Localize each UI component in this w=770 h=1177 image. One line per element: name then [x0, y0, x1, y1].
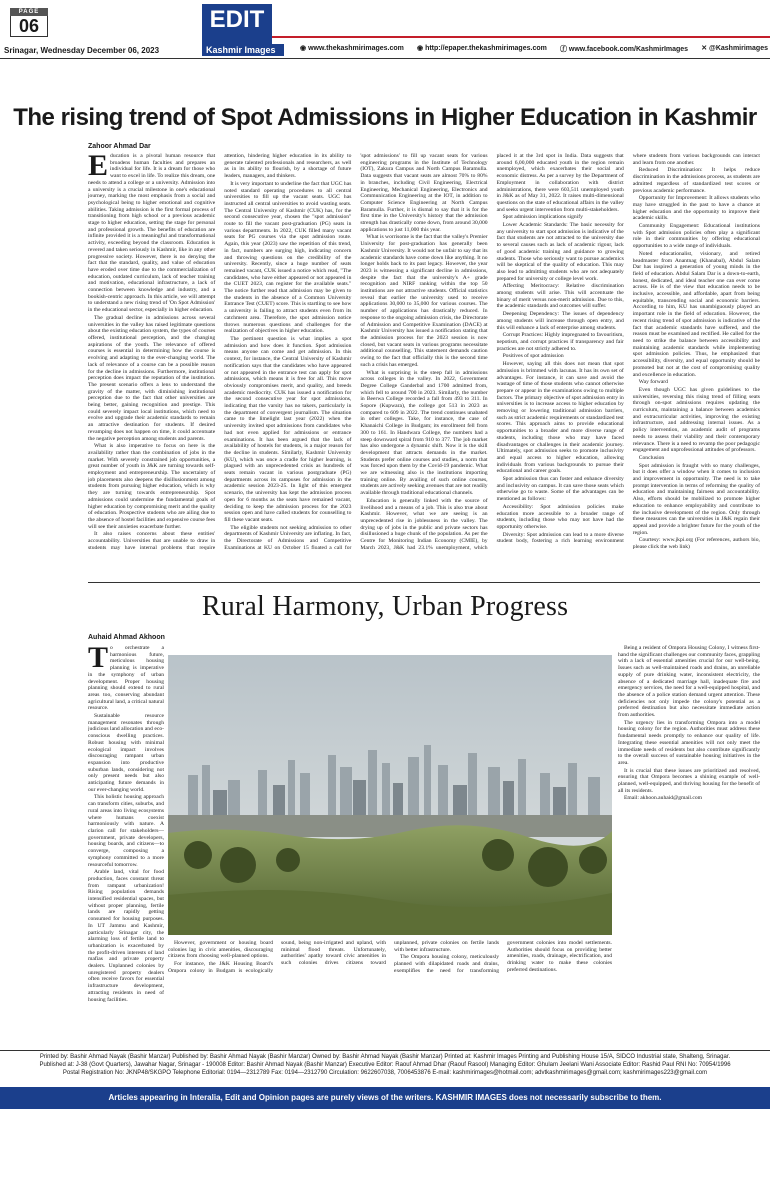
paragraph: It is crucial that these issues are prioritized and resolved, ensuring that Ompora becomes a shining example of well-planned, well-equipped, and thriving housing for the benefit of all its residents. — [618, 767, 760, 794]
paragraph: Conclusion — [638, 454, 665, 461]
article-2-photo-city-skyline — [168, 655, 612, 935]
paragraph: Deepening Dependency: The issues of dependency among students will increase through open entry, and this will enhance a lack of enterprise among students. — [496, 311, 624, 331]
paragraph: The urgency lies in transforming Ompora into a model housing colony for the region. Authorities must address these fundamental needs promptly to enhance our quality of life. Integrating these essential amenities will not only meet the immediate needs of residents but also contribute significantly to the overall success of sustainable housing initiatives in the area. — [618, 719, 760, 766]
paragraph: Opportunity for Improvement: It allows students who may have struggled in the past to have a chance at higher education and the opportunity to improve their academic skills. — [632, 195, 760, 222]
article-2-body-right — [618, 645, 760, 1048]
article-1-headline: The rising trend of Spot Admissions in Higher Education in Kashmir — [13, 104, 757, 131]
page-number: 06 — [10, 16, 48, 37]
imprint-line-3: Postal Registration No: JKNP48/SKGPO Telephone Editorial: 0194—2312789 Fax: 0194—2312790 Circulation: 9622607038, 7006453876 E-mail: kashmirimages@hotmail.com; advtkashmirimages@gmail.com; kashmirimages223@gmail.com — [62, 1070, 708, 1076]
paragraph: Arable land, vital for food production, faces constant threat from rampant urbanization! Rising population demands intensified residential spaces, but without proper planning, fertile lands are rapidly getting consumed for housing purposes. In UT Jammu and Kashmir, particularly Srinagar city, the alarming loss of fertile land to urbanization is exacerbated by the profit-driven interests of land mafias and private property dealers. Unplanned colonies by unregistered property dealers often receive favors for essential infrastructure development, attracting residents in need of housing facilities. — [88, 869, 164, 1003]
facebook-icon: ⓕ — [559, 46, 567, 53]
paragraph: o orchestrate a harmonious future, meticulous housing planning is imperative in the symphony of urban development. Proper housing planning should extend to rural areas too, conserving abundant agricultural land, a critical natural resource. — [88, 645, 164, 712]
paragraph: Diversity: Spot admission can lead to a more diverse student body, fostering a rich learning environment where students from various backgrounds can interact and learn from one another. — [496, 153, 760, 545]
paragraph: Accessibility: Spot admission policies make education more accessible to a broader range of students, including those who may not have had the opportunity otherwise. — [496, 503, 624, 530]
article-2-body-bottom — [168, 940, 612, 1048]
page-tag — [10, 8, 48, 37]
paragraph: It also raises concerns about these entities' accountability. Universities that are unable to draw in students may have internal problems that require attention, hindering higher education in its ability to generate talented professionals and researchers, as well as in its ability to flourish, by a shortage of future leaders, managers, and thinkers. — [88, 153, 352, 551]
paragraph: Email: akhoon.auhaid@gmail.com — [624, 795, 703, 802]
header-accent-bar — [272, 36, 770, 38]
header-rule — [0, 58, 770, 59]
paragraph: Community Engagement: Educational institutions with Spot admission policies often play a significant role in their communities by offering educational opportunities to a wide range of individuals. — [632, 223, 760, 250]
paragraph: However, government or housing board colonies lag in civic amenities, discouraging citizens from choosing well-planned options. — [168, 940, 273, 960]
paragraph: The pertinent question is what implies a spot admission and how does it function. Spot admission means anyone can come and get admission. In this context, for instance, the Central University of Kashmir notification says that the candidates who have appeared or not appeared in the entrance test can apply for spot admissions, which means it is free for all. This move obviously compromises merit, and quality, and breeds academic mediocrity. CUK has issued a notification for the second consecutive year for spot admissions, indicating that the varsity has no takers, particularly in the department of convergent journalism. The situation came to the limelight last year (2022) when the university invited spot admissions from candidates who had not even applied for admissions or entrance examinations. It has been argued that the lack of availability of hostels for students, is a major reason for the decline in students. Similarly, Kashmir University (KU), which was once a cradle for higher learning, is plagued with an unprecedented crisis as hundreds of seats remain vacant in various postgraduate (PG) departments across its campuses for admission in the academic session 2023-25. In light of this emergent scenario, the university has kept the admission process open for 6 months as the seats have remained vacant, deciding to keep the admission process for the 2023 session open and have called students for counselling to fill these vacant seats. — [224, 335, 352, 523]
article-2-dropcap: T — [88, 645, 109, 674]
twitter-icon: ✕ — [701, 45, 708, 52]
paragraph: Sustainable resource management resonates through judicious land allocation and eco-conscious dwelling practices. Robust housing with minimal ecological impact involves discouraging rampant urban expansion into productive suburban lands, considering not only present needs but also anticipating future demands in our ever-changing world. — [88, 713, 164, 793]
paragraph: Education is generally linked with the source of livelihood and a means of a job. This is also true about Kashmir. However, what we are seeing is an unprecedented rise in joblessness in the valley. The drying up of jobs in the public and private sectors has disillusioned a huge chunk of the population. As per the Centre for Monitoring Indian Economy (CMIE), by March 2023, J&K had 23.1% unemployment, which placed it at the 3rd spot in India. Data suggests that around 6,00,000 educated youth in the region remain unemployed, which exacerbates their social and economic distress. As per a survey by the Department of Employment in collaboration with district administrations, there were 603,511 unemployed youth in J&K as of May 31, 2022. It raises multi-dimensional questions on the state of educational affairs in the valley and seeks urgent intervention from multi-stakeholders. — [360, 153, 624, 551]
imprint-line-1: Printed by: Bashir Ahmad Nayak (Bashir Manzar) Published by: Bashir Ahmad Nayak (Bashir Manzar) Owned by: Bashir Ahmad Nayak (Bashir Manzar) Printed at: Kashmir Images Printing and Publishing House 15/A, SIDCO Industrial state, Shalteng, Srinagar. — [39, 1054, 731, 1060]
section-divider — [88, 582, 760, 583]
paragraph: Courtesy: www.jkpi.org (For references, authors bio, please click the web link) — [632, 537, 760, 551]
page-label: PAGE — [10, 8, 48, 16]
article-2-headline: Rural Harmony, Urban Progress — [201, 591, 569, 622]
footer-disclaimer: Articles appearing in Interalia, Edit and Opinion pages are purely views of the writers. KASHMIR IMAGES does not necessarily subscribe to them. — [0, 1087, 770, 1109]
section-title: EDIT — [202, 4, 272, 44]
paragraph: Affecting Meritocracy: Relative discrimination among students will arise. This will accentuate the binary of merit versus non-merit admission. Due to this, the academic standards and outcomes will suffer. — [496, 283, 624, 310]
twitter-link[interactable]: ✕ @Kashmirimages — [701, 45, 768, 52]
paragraph: For instance, the J&K Housing Board's Ompora colony in Budgam is ecologically sound, being non-irrigated and upland, with minimal flood threats. Unfortunately, authorities' apathy toward civic amenities in such colonies drives citizens toward unplanned, private colonies on fertile lands with better infrastructure. — [168, 940, 499, 974]
facebook-link[interactable]: ⓕ www.facebook.com/KashmirImages — [559, 46, 689, 53]
header-links — [300, 44, 768, 54]
paragraph: Positives of spot admission — [502, 353, 564, 360]
website-link[interactable]: ◉ www.thekashmirimages.com — [300, 45, 404, 52]
paragraph: Noted educationalist, visionary, and retired headmaster from Anantnag (Khanabal), Abdul Salam Dar has inspired a generation of young minds in the field of education. Abdul Salam Dar is a down-to-earth, honest, dedicated, and ideal teacher one can ever come across. He is of the view that education needs to be inclusive, accessible, and affordable, apart from being equitable, transcending social and economic barriers. According to him, KU has unambiguously played an important role in the field of education. However, the recent rising trend of spot admission is indicative of the fact that academic standards have suffered, and the reason must be examined and rectified. He called for the need to strike the balance between accessibility and maintaining academic standards while implementing spot admission policies. Thus, he emphasized that accessibility, diversity, and equal opportunity should be promoted but not at the cost of compromising quality and excellence in education. — [632, 250, 760, 378]
imprint — [0, 1053, 770, 1077]
paragraph: Spot admission thus can foster and enhance diversity and inclusivity on campus. It can save those seats which otherwise go to waste. Some of the advantages can be mentioned as follows: — [496, 476, 624, 503]
dateline: Srinagar, Wednesday December 06, 2023 — [4, 46, 160, 55]
paragraph: Being a resident of Ompora Housing Colony, I witness first-hand the significant challenges our community faces, grappling with a lack of essential amenities crucial for our well-being. Issues such as well-maintained roads and drains, an unreliable supply of pure drinking water, inconsistent electricity, the absence of a dedicated marriage hall, inadequate fire and emergency services, the need for a well-equipped hospital, and the absence of a police station demand urgent attention. These deficiencies not only impede the colony's potential as a preferred destination but also necessitate immediate action from authorities. — [618, 645, 760, 719]
article-2-byline: Auhaid Ahmad Akhoon — [88, 634, 165, 641]
paragraph: ducation is a pivotal human resource that broadens human faculties and prepares an individual for life. It is a dream for those who want to excel in life. To realize this dream, one needs to attend a college or a university. Admission into a university is a crucial milestone in one's educational journey, marking the most emphasis from a social and psychological being to higher emotional and cognitive abilities. Taking admission is the first formal process of transitioning from high school or a previous academic stage to higher education, setting the stage for personal and professional growth. The benefits of education are infinite provided it is a meaningful and transformational activity, exceeding beyond the classroom. Education is revered and taken seriously in Kashmir, like in any other progressive society. However, there is no denying the fact that the standard, quality, and value of education have eroded over time due to the commercialization of education, outdated curriculum, lack of teacher training and motivation, educational infrastructure, a lack of connection between knowledge and industry, and a bookish-centric approach. In this article, we will attempt to understand a new rising trend of 'On Spot Admission' in the educational sector, especially in higher education. — [88, 153, 216, 314]
imprint-rule — [0, 1050, 770, 1051]
paragraph: It is very important to underline the fact that UGC has noted standard operating procedures to all central universities to fill up the vacant seats. UGC has instructed all central universities to avoid wasting seats. The Central University of Kashmir (CUK) has, for the second consecutive year, chosen the "spot admission" route to fill the vacant post-graduation (PG) seats in various departments. In 2022, CUK filled many vacant seats for PG courses via the spot admission route. Again, this year (2023) saw the repetition of this trend, in fact, numbers are surging high, indicating concern and throwing questions on the credibility of the university. Recently, since a huge number of seats remained vacant, CUK issued a notice which read, "The candidates, who have either appeared or not appeared in the CUET 2023, can register for the available seats." The notice further read that admission may be given to the students in the absence of a Common University Entrance Test (CUET) score. This is startling to see how a university is failing to attract students even from its catchment area. Therefore, the spot admission notice throws numerous questions and challenges for the realization of objectives in higher education. — [224, 180, 352, 335]
imprint-line-2: Published at: J-38 (Govt Quarters), Jawahar Nagar, Srinagar - 190008 Editor: Bashir Ahmad Nayak (Bashir Manzar) Executive Editor: Raouf Ahmad Dhar (Raouf Rasool) Managing Editor: Ghulam Jeelani Wani Associate Editor: Rashid Paul RNI No: 70954/1996 — [39, 1062, 731, 1068]
paragraph: Lower Academic Standards: The basic necessity for any university to start spot admission is indicative of the fact that students are not attracted to the university due to several causes such as lack of academic rigour, lack of good academic training and guidance to growing students. Those who seriously want to pursue academics will be skeptical of the quality of education. This may also lead to admitting students who are not adequately prepared for university or college level work. — [496, 222, 624, 282]
paragraph: The eligible students not seeking admission to other departments of Kashmir University are inflating. In fact, the Directorate of Admissions and Competitive Examinations at KU on October 15 floated a call for 'spot admissions' to fill up vacant seats for various engineering programs in the Institute of Technology (IOT), Zakura Campus and North Campus Baramulla. Data suggests that vacant seats are almost 70% to 80% in branches, including Civil Engineering, Electrical Engineering, Mechanical Engineering, Electronics and Communication Engineering at the IOT, in addition to Computer Science Engineering at North Campus Baramulla. Further, it is dismal to say that it is for the first time in the University's history that the admission strength has drastically come down, from around 30,000 applications to just 11,000 this year. — [224, 153, 488, 551]
paragraph: Way forward — [638, 379, 668, 386]
paragraph: What is surprising is the steep fall in admissions across colleges in the valley. In 2022, Government Degree College Ganderbal and 1700 admitted from, which fell to around 700 in 2023. Similarly, the number in Beerwa College recorded a fall from 493 to 311. In Sopore (Kupwara), the college got 513 in 2023 as compared to 609 in 2022. The trend continues unabated in other colleges. Take, for instance, the case of Khanaichi College in Budgam; its enrollment fell from 300 to 161. In Handwara College, the numbers had a steep downward spiral from 910 to 377. The job market has also undergone a dynamic shift. Now it is the skill development that attracts demands in the market. Students prefer online courses and studies, a norm that was forced upon them by the Covid-19 pandemic. What we are witnessing also is the institutions importing training online. By availing of such online courses, students are actively seeking avenues that are not readily available through traditional educational channels. — [360, 369, 488, 497]
paragraph: Spot admission is fraught with so many challenges, but it does offer a window when it comes to inclusion and improvement in opportunity. The need is to take prompt intervention in terms of reforming the quality of education and maintaining fairness and accountability. Also, efforts should be mobilized to promote higher education to enhance employability and contribute to the inclusive development of the region. Only through these measures can the universities in J&K regain their appeal and provide a brighter future for the youth of the region. — [632, 462, 760, 536]
paragraph: What is also imperative to focus on here is the availability rather than the combination of jobs in the market. With severely constrained job opportunities, a great number of youth in J&K are turning towards self-employment and entrepreneurship. The uncertainty of job placements also deepens the disillusionment among students from pursuing higher education, which is why they are turning towards entrepreneurship. Spot admissions could undermine the fundamental goals of higher education by compromising merit and the quality of education. Prospective students who are ailing due to the absence of hostel facilities and expensive course fees will see their anxieties exacerbate further. — [88, 443, 216, 530]
paragraph: Corrupt Practices: Highly impregnated to favouritism, nepotism, and corrupt practices if transparency and fair practices are not strictly adhered to. — [496, 332, 624, 352]
article-2-body-left — [88, 645, 164, 1045]
skyline-illustration — [168, 655, 612, 935]
article-1-dropcap: E — [88, 153, 109, 182]
paragraph: Spot admission implications signify — [502, 214, 583, 221]
paragraph: This holistic housing approach can transform cities, suburbs, and rural areas into living ecosystems where humans coexist harmoniously with nature. A clarion call for stakeholders—government, private developers, housing boards, and citizens—to converge, composing a symphony committed to a more resourceful tomorrow. — [88, 794, 164, 868]
epaper-link[interactable]: ◉ http://epaper.thekashmirimages.com — [417, 45, 547, 52]
article-1-byline: Zahoor Ahmad Dar — [88, 143, 151, 150]
paragraph: Reduced Discrimination: It helps reduce discrimination in the admissions process, as students are admitted regardless of standardized test scores or previous academic performance. — [632, 167, 760, 194]
paragraph: However, saying all this does not mean that spot admission is brimmed with lacunas. It has its own set of advantages. For instance, it can save and avoid the wastage of time of those students who cannot otherwise prepare or appear in the examinations owing to multiple factors. The primary objective of spot admission entry in universities is to increase access to higher education by removing or lowering traditional admission barriers, such as strict academic requirements or standardized test scores. This approach aims to provide educational opportunities to a broader and more diverse range of students, including those who may have faced disadvantages or challenges in their academic journey. Ultimately, spot admission seeks to promote inclusivity and equal access to higher education, allowing individuals from various backgrounds to pursue their educational and career goals. — [496, 361, 624, 475]
paragraph: What is worrisome is the fact that the valley's Premier University for post-graduation has generally been Kashmir University. It would not be unfair to say that its academic standards have come down like anything. It no longer holds back to its past legacy. However, the year 2023 is witnessing a significant decline in admissions, despite the fact that the university's A+ grade recognition and NIRF ranking within the top 50 institutions are not attractive students. Official statistics reveal that earlier the university used to receive applications 30,000 to 35,000 for various courses. The number of applications has drastically reduced. In response to the ongoing admission crisis, the Directorate of Admission and Competitive Examination (DACE) at Kashmir University has issued a notification stating that the admission process for the 2023 session is now closed, but vacant seats in various programs necessitate additional counselling. This statement demands caution owing to the fact that officially this is the second time such a crisis has emerged. — [360, 234, 488, 368]
publication-name: Kashmir Images — [202, 44, 284, 56]
article-1-body — [88, 153, 760, 577]
paragraph: The gradual decline in admissions across several universities in the valley has raised legitimate questions about the existing education system, the types of courses offered, institutional perception, and the changing aspirations of the youth. The relevance of offered courses is essential in determining how the course is evolving and adapting to the ever-changing world. The lack of relevance of a course can be a possible reason for the decline in admissions. Furthermore, institutional perception does impact the reputation of the institution. The present scenario offers a lens to understand the gravity of the matter, with diminishing institutional perception due to the fact that other universities are being better, gaining recognition and prestige. This could severely impact local institutions, which need to evolve and upgrade their academic standards to remain an attractive destination for students. If desired revamping does not happen on time, it could accentuate the negative perception among students and parents. — [88, 314, 216, 442]
paragraph: The Ompora housing colony, meticulously planned with dilapidated roads and drains, exemplifies the need for transforming government colonies into model settlements. Authorities should focus on providing better amenities, roads, drainage, electrification, and drinking water to make these colonies preferred destinations. — [394, 940, 612, 974]
paragraph: Even though UGC has given guidelines to the universities, reversing this rising trend of filling seats through on-spot admissions requires updating the curriculum, maintaining a balance between academics and extracurricular activities, improving the existing infrastructure, and addressing internal issues. As a policy intervention, an academic audit of programs needs to assess their viability and their contemporary relevance. There is a need to revamp the poor pedagogic engagement and unprofessional attitudes of professors. — [632, 386, 760, 454]
